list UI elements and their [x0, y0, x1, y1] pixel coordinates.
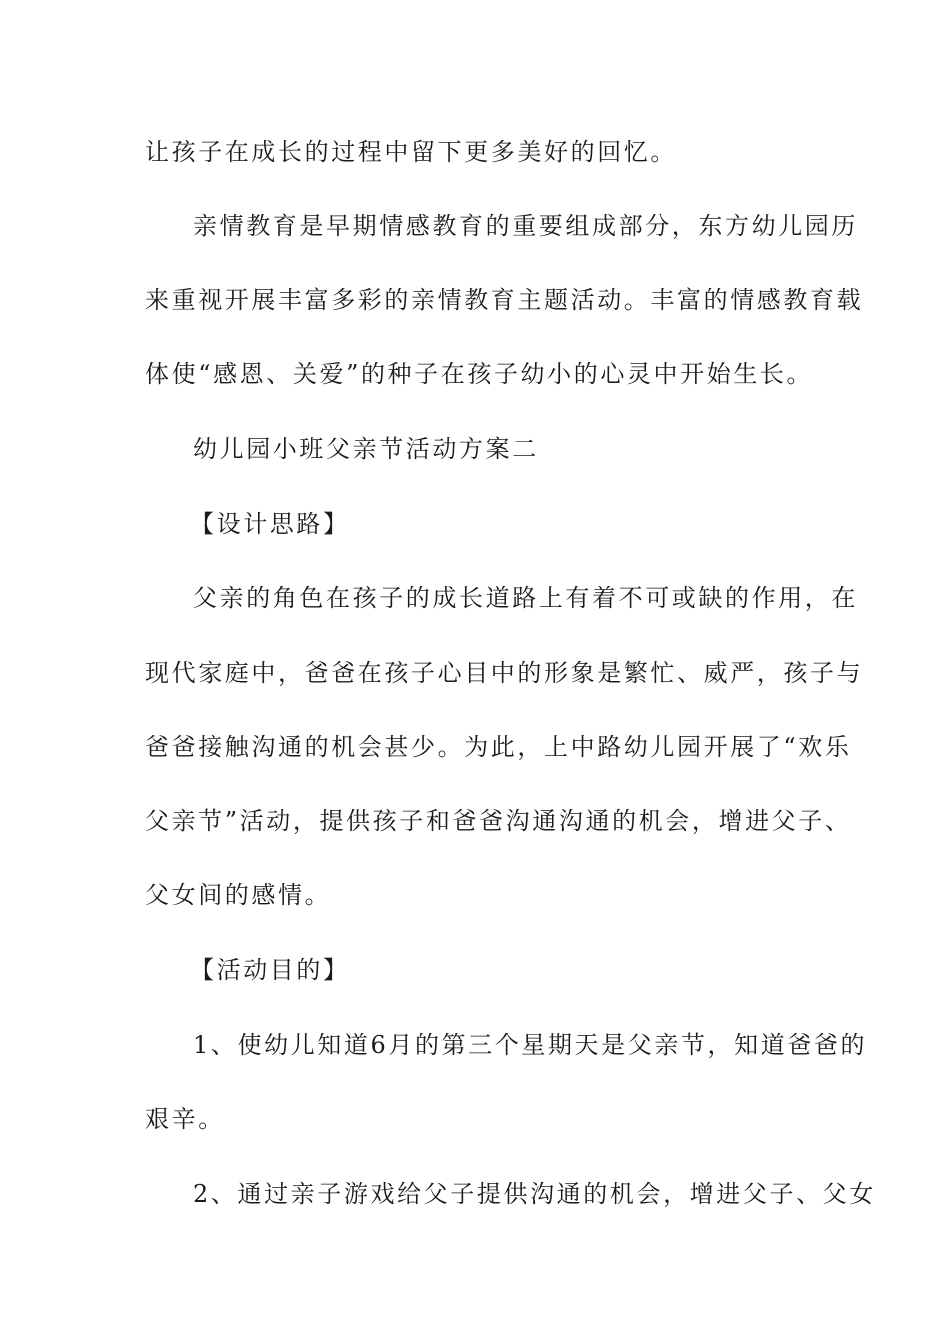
paragraph-line: 父亲的角色在孩子的成长道路上有着不可或缺的作用，在 — [193, 584, 858, 612]
list-item-line: 2、通过亲子游戏给父子提供沟通的机会，增进父子、父女 — [193, 1180, 876, 1208]
section-title: 幼儿园小班父亲节活动方案二 — [193, 435, 539, 463]
paragraph-line: 父亲节”活动，提供孩子和爸爸沟通沟通的机会，增进父子、 — [145, 807, 852, 835]
paragraph-line: 让孩子在成长的过程中留下更多美好的回忆。 — [145, 138, 677, 166]
paragraph-line: 来重视开展丰富多彩的亲情教育主题活动。丰富的情感教育载 — [145, 286, 864, 314]
list-item-line: 艰辛。 — [145, 1105, 225, 1133]
paragraph-line: 父女间的感情。 — [145, 881, 332, 909]
section-heading: 【设计思路】 — [190, 510, 350, 538]
list-item-line: 1、使幼儿知道6月的第三个星期天是父亲节，知道爸爸的 — [193, 1031, 868, 1059]
section-heading: 【活动目的】 — [190, 956, 350, 984]
paragraph-line: 体使“感恩、关爱”的种子在孩子幼小的心灵中开始生长。 — [145, 360, 814, 388]
paragraph-line: 亲情教育是早期情感教育的重要组成部分，东方幼儿园历 — [193, 212, 858, 240]
paragraph-line: 爸爸接触沟通的机会甚少。为此，上中路幼儿园开展了“欢乐 — [145, 733, 852, 761]
paragraph-line: 现代家庭中，爸爸在孩子心目中的形象是繁忙、威严，孩子与 — [145, 659, 864, 687]
